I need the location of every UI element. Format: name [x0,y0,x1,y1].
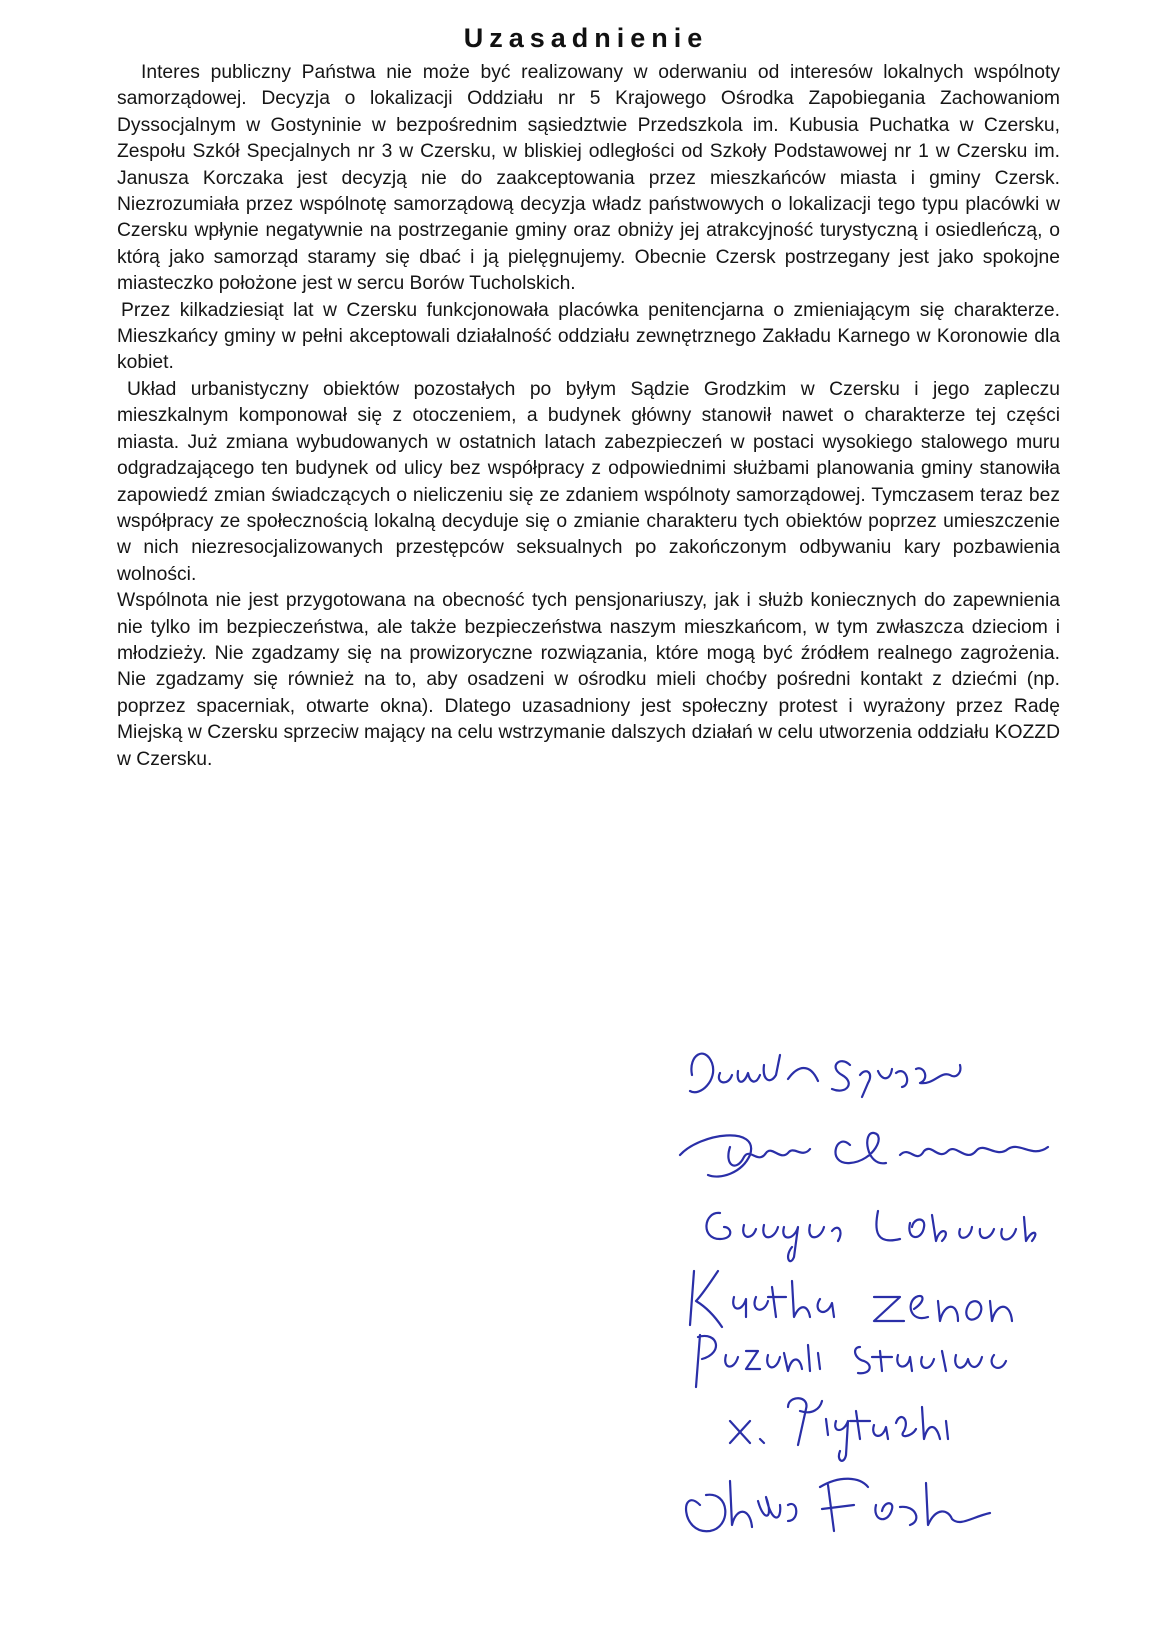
signature-2 [680,1133,1048,1177]
paragraph-4 [117,588,1060,773]
paragraph-3-text: Układ urbanistyczny obiektów pozostałych po byłym Sądzie Grodzkim w Czersku i jego zapleczu mieszkalnym komponował się z otoczeniem, a budynek główny stanowił nawet o charakterze tej części miasta. Już zmiana wybudowanych w ostatnich latach zabezpieczeń w postaci wysokiego stalowego muru odgradzającego ten budynek od ulicy bez współpracy z odpowiednimi służbami planowania gminy stanowiła zapowiedź zmian świadczących o nieliczeniu się ze zdaniem wspólnoty samorządowej. Tymczasem teraz bez współpracy ze społecznością lokalną decyduje się o zmianie charakteru tych obiektów poprzez umieszczenie w nich niezresocjalizowanych przestępców seksualnych po zakończonym odbywaniu kary pozbawienia wolności. [117,378,1060,585]
signature-5 [696,1335,1006,1387]
paragraph-4-text: Wspólnota nie jest przygotowana na obecność tych pensjonariuszy, jak i służb koniecznych do zapewnienia nie tylko im bezpieczeństwa, ale także bezpieczeństwa naszym mieszkańcom, w tym zwłaszcza dzieciom i młodzieży. Nie zgadzamy się na prowizoryczne rozwiązania, które mogą być źródłem realnego zagrożenia. Nie zgadzamy się również na to, aby osadzeni w ośrodku mieli choćby pośredni kontakt z dziećmi (np. poprzez spacerniak, otwarte okna). Dlatego uzasadniony jest społeczny protest i wyrażony przez Radę Miejską w Czersku sprzeciw mający na celu wstrzymanie dalszych działań w celu utworzenia oddziału KOZZD w Czersku. [117,590,1060,770]
signature-7 [686,1479,990,1531]
document-body [117,60,1060,773]
signature-1 [690,1054,960,1097]
paragraph-2 [117,298,1060,377]
paragraph-1 [117,60,1060,298]
handwritten-signatures [660,1035,1130,1595]
signature-4 [690,1271,1012,1327]
paragraph-2-text: Przez kilkadziesiąt lat w Czersku funkcjonowała placówka penitencjarna o zmieniającym się charakterze. Mieszkańcy gminy w pełni akceptowali działalność oddziału zewnętrznego Zakładu Karnego w Koronowie dla kobiet. [117,299,1060,374]
paragraph-1-text: Interes publiczny Państwa nie może być realizowany w oderwaniu od interesów lokalnych wspólnoty samorządowej. Decyzja o lokalizacji Oddziału nr 5 Krajowego Ośrodka Zapobiegania Zachowaniom Dyssocjalnym w Gostyninie w bezpośrednim sąsiedztwie Przedszkola im. Kubusia Puchatka w Czersku, Zespołu Szkół Specjalnych nr 3 w Czersku, w bliskiej odległości od Szkoły Podstawowej nr 1 w Czersku im. Janusza Korczaka jest decyzją nie do zaakceptowania przez mieszkańców miasta i gminy Czersk. Niezrozumiała przez wspólnotę samorządową decyzja władz państwowych o lokalizacji tego typu placówki w Czersku wpłynie negatywnie na postrzeganie gminy oraz obniży jej atrakcyjność turystyczną i osiedleńczą, o którą jako samorząd staramy się dbać i ją pielęgnujemy. Obecnie Czersk postrzegany jest jako spokojne miasteczko położone jest w sercu Borów Tucholskich. [117,62,1060,295]
signature-6 [730,1398,948,1461]
document-title: Uzasadnienie [463,23,709,53]
paragraph-3 [117,377,1060,588]
signatures-block [660,1035,1130,1595]
signature-3 [706,1211,1035,1261]
